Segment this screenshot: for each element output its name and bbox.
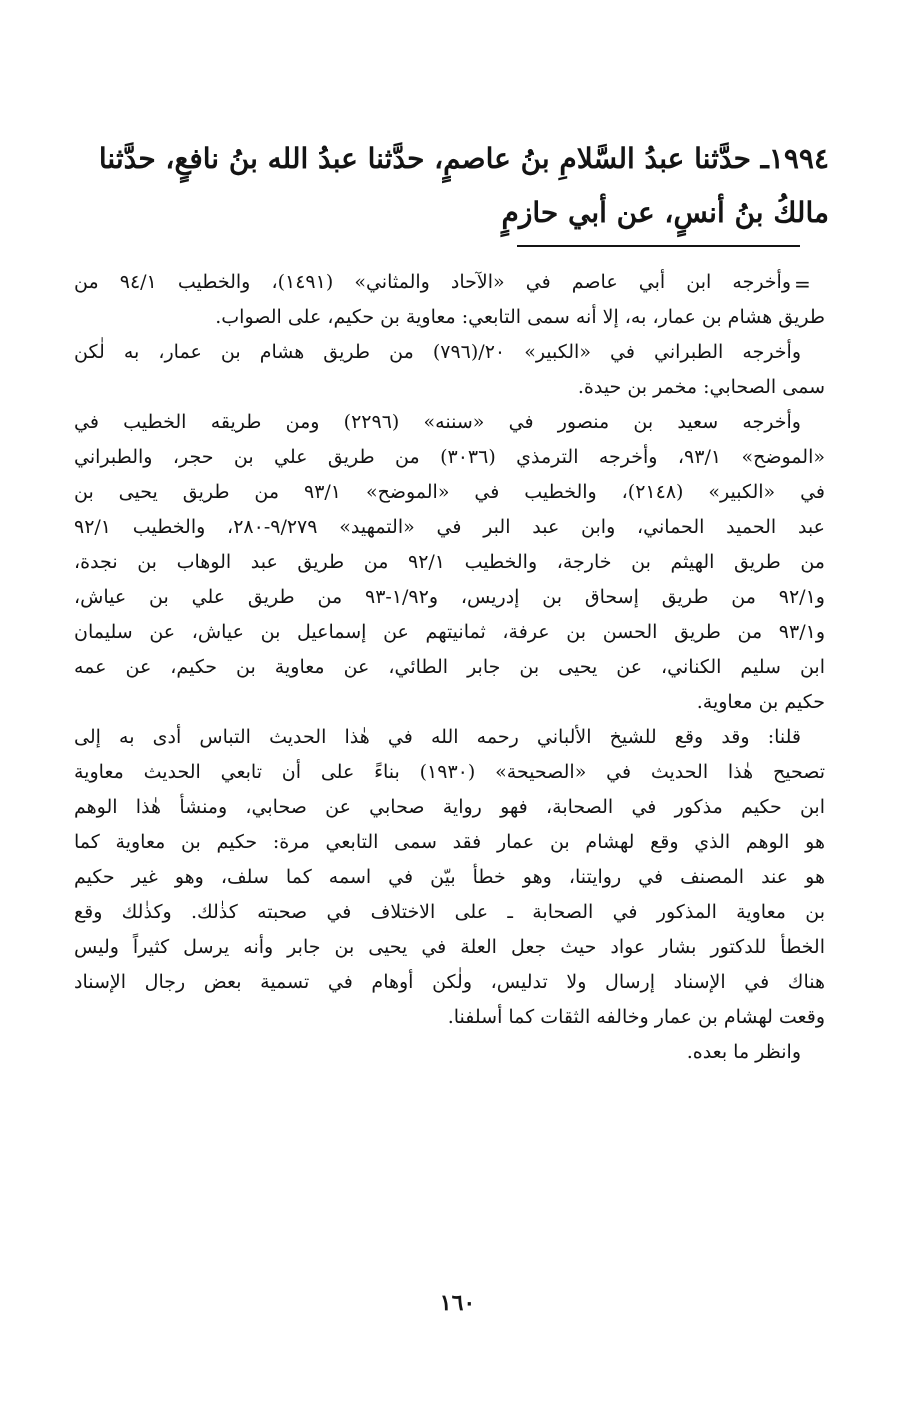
page-number: ١٦٠ xyxy=(439,1290,476,1316)
footnote-line: في «الكبير» (٢١٤٨)، والخطيب في «الموضح» ٩٣/١ من طريق يحيى بن xyxy=(74,481,826,503)
footnote-line: هو الوهم الذي وقع لهشام بن عمار فقد سمى التابعي مرة: حكيم بن معاوية كما xyxy=(74,831,825,853)
footnote-line: بن معاوية المذكور في الصحابة ـ على الاختلاف في صحبته كذٰلك. وكذٰلك وقع xyxy=(74,901,825,923)
hadith-text xyxy=(60,132,829,240)
footnote-line: «الموضح» ٩٣/١، وأخرجه الترمذي (٣٠٣٦) من طريق علي بن حجر، والطبراني xyxy=(74,446,825,468)
footnote-line: تصحيح هٰذا الحديث في «الصحيحة» (١٩٣٠) بناءً على أن تابعي الحديث معاوية xyxy=(74,761,825,783)
footnote-line: قلنا: وقد وقع للشيخ الألباني رحمه الله في هٰذا الحديث التباس أدى به إلى xyxy=(74,726,801,748)
footnote-line: ابن سليم الكناني، عن يحيى بن جابر الطائي، عن معاوية بن حكيم، عن عمه xyxy=(74,656,825,678)
footnote-paragraph-2 xyxy=(74,335,825,405)
footnote-continuation-mark: = xyxy=(794,272,811,296)
footnote-line: طريق هشام بن عمار، به، إلا أنه سمى التابعي: معاوية بن حكيم، على الصواب. xyxy=(215,306,825,328)
footnote-line: و٩٢/١ من طريق إسحاق بن إدريس، و١/٩٢-٩٣ من طريق علي بن عياش، xyxy=(74,586,825,608)
footnote-paragraph-3 xyxy=(74,405,825,720)
footnote-paragraph-1 xyxy=(74,265,825,335)
hadith-line-2: مالكُ بنُ أنسٍ، عن أبي حازمٍ xyxy=(501,196,829,229)
footnote-line: ابن حكيم مذكور في الصحابة، فهو رواية صحابي عن صحابي، ومنشأ هٰذا الوهم xyxy=(74,796,825,818)
footnotes xyxy=(74,265,825,1070)
footnote-line: من طريق الهيثم بن خارجة، والخطيب ٩٢/١ من طريق عبد الوهاب بن نجدة، xyxy=(74,551,825,573)
footnote-line: هناك في الإسناد إرسال ولا تدليس، ولٰكن أوهام في تسمية بعض رجال الإسناد xyxy=(74,971,825,993)
footnote-line: و٩٣/١ من طريق الحسن بن عرفة، ثمانيتهم عن إسماعيل بن عياش، عن سليمان xyxy=(74,621,825,643)
footnote-paragraph-4 xyxy=(74,720,825,1035)
footnote-line: وانظر ما بعده. xyxy=(686,1041,801,1063)
hadith-line-1: ١٩٩٤ـ حدَّثنا عبدُ السَّلامِ بنُ عاصمٍ، حدَّثنا عبدُ الله بنُ نافعٍ، حدَّثنا xyxy=(98,142,829,175)
footnote-line: سمى الصحابي: مخمر بن حيدة. xyxy=(577,376,825,398)
footnote-line: وقعت لهشام بن عمار وخالفه الثقات كما أسلفنا. xyxy=(447,1006,825,1028)
footnote-line: هو عند المصنف في روايتنا، وهو خطأ بيّن في اسمه كما سلف، وهو غير حكيم xyxy=(74,866,825,888)
footnote-line: وأخرجه ابن أبي عاصم في «الآحاد والمثاني» (١٤٩١)، والخطيب ٩٤/١ من xyxy=(74,271,792,293)
footnote-line: حكيم بن معاوية. xyxy=(696,691,825,713)
footnote-line: وأخرجه الطبراني في «الكبير» ٢٠/(٧٩٦) من طريق هشام بن عمار، به لٰكن xyxy=(74,341,801,363)
footnote-line: الخطأ للدكتور بشار عواد حيث جعل العلة في يحيى بن جابر وأنه يرسل كثيراً وليس xyxy=(74,936,825,958)
footnote-line: وأخرجه سعيد بن منصور في «سننه» (٢٢٩٦) ومن طريقه الخطيب في xyxy=(74,411,801,433)
footnote-separator xyxy=(517,245,800,247)
footnote-line: عبد الحميد الحماني، وابن عبد البر في «التمهيد» ٩/٢٧٩-٢٨٠، والخطيب ٩٢/١ xyxy=(74,516,825,538)
footnote-paragraph-5 xyxy=(74,1035,825,1070)
